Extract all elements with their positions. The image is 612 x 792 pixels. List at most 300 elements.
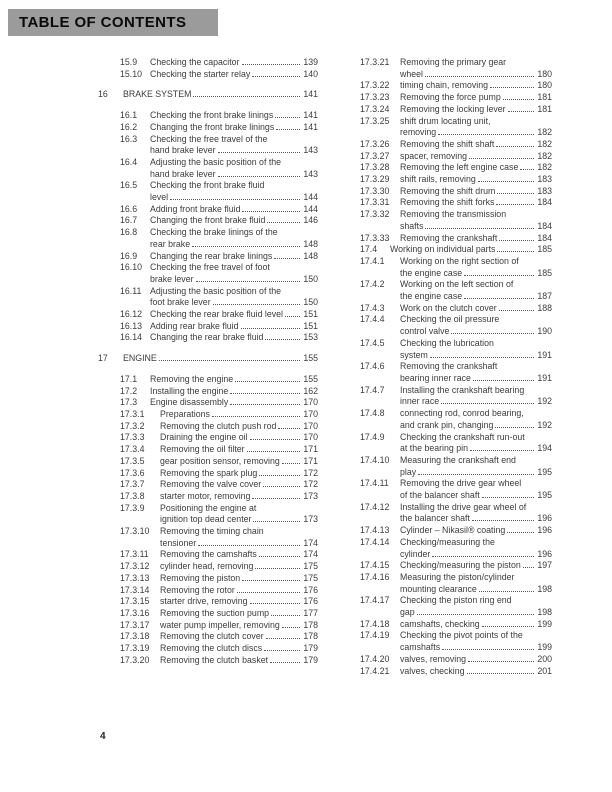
- toc-entry-line: [338, 619, 552, 631]
- toc-entry-page: 179: [303, 643, 318, 654]
- toc-entry: [98, 397, 318, 409]
- toc-entry-title: spacer, removing: [400, 150, 467, 161]
- toc-entry-title: Removing the suction pump: [160, 607, 270, 618]
- toc-entry-page: 141: [303, 110, 318, 121]
- toc-entry-number: 16.5: [120, 180, 138, 191]
- toc-entry-number: 16.9: [120, 250, 138, 261]
- toc-entry: [338, 209, 552, 232]
- toc-entry-page: 140: [303, 68, 318, 79]
- toc-entry-title: Removing the primary gear: [400, 57, 507, 67]
- dot-leader: [242, 211, 300, 212]
- toc-entry-line-wrap: [338, 584, 552, 596]
- toc-entry-title: Checking the capacitor: [150, 57, 240, 67]
- dot-leader: [252, 498, 300, 499]
- toc-entry-number: 16.13: [120, 320, 143, 331]
- toc-entry: [98, 374, 318, 386]
- toc-entry: [338, 619, 552, 631]
- toc-entry-number: 17.3.9: [120, 502, 145, 513]
- dot-leader: [430, 357, 534, 358]
- toc-entry-number: 17.3.31: [360, 197, 390, 208]
- toc-entry-title-continued: inner race: [400, 396, 440, 407]
- toc-entry-title: timing chain, removing: [400, 80, 489, 91]
- toc-entry-page: 188: [537, 302, 552, 313]
- toc-entry-number: 15.10: [120, 68, 143, 79]
- toc-entry: [338, 256, 552, 279]
- toc-entry-page: 178: [303, 631, 318, 642]
- toc-entry-number: 17.3.23: [360, 92, 390, 103]
- toc-entry-page: 176: [303, 596, 318, 607]
- toc-entry: [98, 89, 318, 101]
- dot-leader: [438, 134, 534, 135]
- toc-entry-title-continued: gap: [400, 607, 415, 618]
- toc-entry-line-wrap: [98, 274, 318, 286]
- toc-entry-page: 184: [537, 220, 552, 231]
- dot-leader: [230, 393, 300, 394]
- toc-entry-line: [338, 654, 552, 666]
- toc-entry-line: [98, 631, 318, 643]
- toc-entry-page: 139: [303, 57, 318, 67]
- toc-entry: [338, 197, 552, 209]
- toc-entry-number: 17.1: [120, 373, 138, 384]
- toc-entry-number: 16: [98, 89, 108, 100]
- toc-entry-title: Working on the left section of: [400, 279, 514, 290]
- toc-entry-line: [338, 233, 552, 245]
- toc-entry-title: connecting rod, conrod bearing,: [400, 408, 524, 419]
- toc-entry-page: 144: [303, 203, 318, 214]
- dot-leader: [478, 181, 534, 182]
- toc-entry-page: 143: [303, 145, 318, 156]
- dot-leader: [170, 199, 300, 200]
- toc-entry-page: 175: [303, 561, 318, 572]
- toc-entry-page: 185: [537, 267, 552, 278]
- toc-entry-number: 17.4.1: [360, 255, 385, 266]
- toc-entry-number: 17.3.12: [120, 561, 150, 572]
- toc-entry-page: 177: [303, 607, 318, 618]
- toc-entry-title-continued: hand brake lever: [150, 168, 216, 179]
- toc-entry-page: 196: [537, 525, 552, 536]
- toc-entry-number: 17.4.7: [360, 384, 385, 395]
- dot-leader: [237, 592, 300, 593]
- toc-entry-line-wrap: [98, 145, 318, 157]
- toc-entry-number: 16.7: [120, 215, 138, 226]
- dot-leader: [508, 111, 534, 112]
- toc-entry-title: Removing the force pump: [400, 92, 501, 103]
- toc-entry-page: 172: [303, 479, 318, 490]
- toc-entry-line-wrap: [338, 490, 552, 502]
- toc-entry-title: Removing the transmission: [400, 209, 507, 220]
- dot-leader: [271, 615, 300, 616]
- toc-entry-title: Checking the piston ring end: [400, 595, 512, 606]
- toc-entry-line: [338, 502, 552, 514]
- toc-entry: [98, 526, 318, 549]
- dot-leader: [479, 591, 534, 592]
- toc-entry-title: Checking/measuring the piston: [400, 560, 521, 571]
- toc-entry-number: 17.3.22: [360, 80, 390, 91]
- toc-entry-page: 172: [303, 467, 318, 478]
- dot-leader: [282, 463, 300, 464]
- toc-entry-number: 17.4.17: [360, 595, 390, 606]
- toc-entry-page: 150: [303, 273, 318, 284]
- toc-entry-line: [98, 157, 318, 169]
- toc-entry: [338, 572, 552, 595]
- toc-entry-title: Changing the rear brake linings: [150, 250, 273, 261]
- toc-entry: [338, 174, 552, 186]
- toc-entry-line: [338, 57, 552, 69]
- toc-entry-line: [98, 573, 318, 585]
- dot-leader: [432, 556, 534, 557]
- toc-entry-number: 17.2: [120, 385, 138, 396]
- toc-entry: [338, 385, 552, 408]
- toc-entry-title: Removing the clutch push rod: [160, 420, 277, 431]
- toc-entry-line-wrap: [338, 373, 552, 385]
- toc-entry: [338, 244, 552, 256]
- toc-entry: [98, 57, 318, 69]
- toc-entry-title: Removing the piston: [160, 572, 241, 583]
- toc-entry-title: Removing the left engine case: [400, 162, 519, 173]
- toc-entry-page: 155: [303, 353, 318, 364]
- toc-entry-title: Checking the oil pressure: [400, 314, 500, 325]
- toc-entry-title: Removing the oil filter: [160, 444, 245, 455]
- toc-entry-title: Changing the front brake linings: [150, 121, 275, 132]
- toc-entry-number: 17.3.5: [120, 455, 145, 466]
- toc-entry-title: Checking the rear brake fluid level: [150, 309, 284, 320]
- dot-leader: [212, 416, 300, 417]
- toc-entry-number: 17.3.30: [360, 185, 390, 196]
- toc-entry-title: Measuring the crankshaft end: [400, 454, 516, 465]
- toc-entry: [98, 468, 318, 480]
- toc-entry: [338, 432, 552, 455]
- toc-entry: [338, 666, 552, 678]
- toc-entry: [98, 286, 318, 309]
- toc-entry-number: 16.3: [120, 133, 138, 144]
- dot-leader: [278, 428, 300, 429]
- toc-entry-page: 148: [303, 238, 318, 249]
- toc-entry-title: Checking the free travel of foot: [150, 262, 270, 273]
- toc-entry-line: [98, 456, 318, 468]
- toc-entry-title: Adding front brake fluid: [150, 203, 241, 214]
- toc-entry-title: camshafts, checking: [400, 618, 480, 629]
- dot-leader: [473, 380, 534, 381]
- toc-entry: [338, 151, 552, 163]
- toc-entry-line-wrap: [338, 326, 552, 338]
- toc-entry-page: 201: [537, 665, 552, 676]
- dot-leader: [276, 129, 300, 130]
- toc-entry-title: shift drum locating unit,: [400, 115, 491, 126]
- toc-entry-number: 17.3.1: [120, 408, 145, 419]
- toc-entry-page: 162: [303, 385, 318, 396]
- toc-entry-title: Installing the engine: [150, 385, 229, 396]
- toc-entry-title: Removing the clutch basket: [160, 654, 269, 665]
- toc-entry-page: 146: [303, 215, 318, 226]
- toc-entry-page: 173: [303, 514, 318, 525]
- toc-entry-title: Removing the spark plug: [160, 467, 258, 478]
- toc-entry: [338, 502, 552, 525]
- toc-entry-page: 175: [303, 572, 318, 583]
- toc-entry: [338, 654, 552, 666]
- dot-leader: [259, 475, 300, 476]
- toc-entry-line: [338, 560, 552, 572]
- toc-entry-line: [338, 151, 552, 163]
- toc-entry-page: 170: [303, 420, 318, 431]
- toc-entry: [338, 525, 552, 537]
- dot-leader: [425, 228, 534, 229]
- dot-leader: [247, 451, 300, 452]
- toc-entry-line: [98, 386, 318, 398]
- toc-entry-title-continued: at the bearing pin: [400, 443, 468, 454]
- toc-entry-number: 17.4.20: [360, 653, 390, 664]
- toc-entry-title-continued: wheel: [400, 68, 423, 79]
- toc-entry-line: [98, 262, 318, 274]
- toc-entry-page: 199: [537, 618, 552, 629]
- dot-leader: [253, 521, 300, 522]
- toc-entry-title: Changing the rear brake fluid: [150, 332, 264, 343]
- toc-entry: [98, 491, 318, 503]
- toc-entry-line: [338, 314, 552, 326]
- toc-entry-page: 141: [303, 89, 318, 100]
- toc-entry-page: 170: [303, 397, 318, 408]
- dot-leader: [193, 96, 300, 97]
- toc-entry: [338, 595, 552, 618]
- toc-entry-line: [98, 432, 318, 444]
- dot-leader: [282, 627, 300, 628]
- toc-entry-line: [338, 455, 552, 467]
- toc-entry-number: 17.3.26: [360, 138, 390, 149]
- toc-entry-title: Adjusting the basic position of the: [150, 285, 282, 296]
- toc-entry: [338, 478, 552, 501]
- page-header: [8, 9, 218, 36]
- dot-leader: [213, 304, 300, 305]
- dot-leader: [482, 497, 534, 498]
- dot-leader: [497, 193, 534, 194]
- toc-entry-number: 16.4: [120, 156, 138, 167]
- toc-entry-title: Installing the crankshaft bearing: [400, 384, 525, 395]
- toc-entry-number: 17.4.12: [360, 501, 390, 512]
- toc-entry-line: [338, 432, 552, 444]
- toc-entry-number: 17.3.10: [120, 526, 150, 537]
- toc-entry-page: 180: [537, 80, 552, 91]
- toc-entry-line: [338, 104, 552, 116]
- toc-entry-title-continued: foot brake lever: [150, 297, 211, 308]
- toc-entry-title-continued: camshafts: [400, 642, 441, 653]
- toc-entry-number: 17.3.11: [120, 549, 149, 560]
- toc-entry-title: Checking the brake linings of the: [150, 227, 278, 238]
- toc-entry-title-continued: level: [150, 192, 169, 203]
- toc-entry-line: [338, 666, 552, 678]
- toc-entry-title-continued: the engine case: [400, 291, 463, 302]
- toc-entry-line: [98, 374, 318, 386]
- dot-leader: [451, 333, 534, 334]
- toc-entry-title: Checking the free travel of the: [150, 133, 268, 144]
- toc-entry-line: [338, 408, 552, 420]
- toc-entry: [338, 279, 552, 302]
- toc-entry-title-continued: mounting clearance: [400, 583, 477, 594]
- toc-entry-line: [338, 595, 552, 607]
- toc-entry-number: 17.3.13: [120, 572, 150, 583]
- toc-entry-title-continued: bearing inner race: [400, 372, 471, 383]
- toc-entry-page: 181: [537, 103, 552, 114]
- toc-entry-number: 17.4.3: [360, 302, 385, 313]
- toc-entry-line-wrap: [98, 514, 318, 526]
- dot-leader: [259, 556, 300, 557]
- toc-entry-number: 17.3.7: [120, 479, 145, 490]
- table-of-contents: [98, 57, 552, 677]
- toc-entry-line: [98, 608, 318, 620]
- toc-entry-page: 195: [537, 466, 552, 477]
- toc-entry-page: 194: [537, 443, 552, 454]
- toc-entry-title: Removing the camshafts: [160, 549, 257, 560]
- toc-entry-number: 16.2: [120, 121, 138, 132]
- dot-leader: [472, 520, 534, 521]
- toc-entry-line: [98, 69, 318, 81]
- toc-entry-page: 171: [303, 455, 318, 466]
- toc-entry: [338, 139, 552, 151]
- toc-entry-page: 184: [537, 232, 552, 243]
- dot-leader: [250, 603, 300, 604]
- toc-entry: [338, 314, 552, 337]
- toc-entry-line: [338, 244, 552, 256]
- toc-entry-title: shift rails, removing: [400, 174, 476, 185]
- toc-entry-line: [98, 526, 318, 538]
- toc-entry-number: 16.11: [120, 285, 142, 296]
- dot-leader: [285, 316, 300, 317]
- dot-leader: [159, 360, 300, 361]
- toc-entry-line: [338, 80, 552, 92]
- toc-entry-title-continued: control valve: [400, 326, 450, 337]
- toc-entry-line-wrap: [338, 127, 552, 139]
- toc-entry-number: 17.4.11: [360, 478, 389, 489]
- toc-entry-line: [338, 92, 552, 104]
- toc-entry-line-wrap: [338, 268, 552, 280]
- dot-leader: [464, 275, 534, 276]
- toc-entry: [98, 134, 318, 157]
- toc-entry: [98, 421, 318, 433]
- toc-entry: [338, 361, 552, 384]
- toc-entry-number: 16.14: [120, 332, 143, 343]
- dot-leader: [425, 76, 534, 77]
- toc-entry-number: 17.3.2: [120, 420, 145, 431]
- toc-entry-title-continued: the engine case: [400, 267, 463, 278]
- toc-entry-number: 17.3.20: [120, 654, 150, 665]
- toc-entry-title: Removing the shift shaft: [400, 138, 495, 149]
- toc-entry-line: [98, 444, 318, 456]
- dot-leader: [264, 650, 300, 651]
- toc-entry: [98, 251, 318, 263]
- toc-entry-line-wrap: [338, 467, 552, 479]
- toc-entry-line: [338, 537, 552, 549]
- toc-entry-number: 17.4.9: [360, 431, 385, 442]
- toc-entry-number: 17.4.19: [360, 630, 390, 641]
- toc-entry-number: 17.4.8: [360, 408, 385, 419]
- dot-leader: [266, 638, 300, 639]
- toc-entry-title-continued: rear brake: [150, 238, 191, 249]
- toc-entry-line-wrap: [338, 549, 552, 561]
- toc-entry-number: 17.3.6: [120, 467, 145, 478]
- toc-entry-number: 17.4.15: [360, 560, 390, 571]
- toc-entry-line: [338, 186, 552, 198]
- toc-entry-title: Checking the front brake fluid: [150, 180, 265, 191]
- toc-entry: [98, 608, 318, 620]
- toc-entry-number: 17: [98, 353, 108, 364]
- dot-leader: [417, 614, 534, 615]
- toc-entry-line: [338, 116, 552, 128]
- toc-entry: [338, 455, 552, 478]
- toc-entry: [338, 408, 552, 431]
- toc-entry-line: [338, 630, 552, 642]
- toc-entry-title: Removing the drive gear wheel: [400, 478, 522, 489]
- dot-leader: [270, 662, 300, 663]
- toc-entry-line-wrap: [338, 607, 552, 619]
- toc-entry-page: 182: [537, 127, 552, 138]
- toc-entry-line: [338, 361, 552, 373]
- toc-entry-line: [338, 174, 552, 186]
- toc-entry-title: ENGINE: [123, 353, 157, 364]
- footer-page-number: 4: [100, 731, 106, 742]
- toc-entry-page: 185: [537, 244, 552, 255]
- toc-entry-line: [98, 57, 318, 69]
- toc-entry-page: 178: [303, 619, 318, 630]
- toc-entry-title: Positioning the engine at: [160, 502, 257, 513]
- toc-entry-line-wrap: [338, 420, 552, 432]
- dot-leader: [235, 381, 300, 382]
- toc-entry-title: Removing the engine: [150, 373, 234, 384]
- toc-entry-title: starter motor, removing: [160, 490, 251, 501]
- toc-entry-number: 16.12: [120, 309, 143, 320]
- toc-entry-line: [338, 478, 552, 490]
- toc-column-left: [98, 57, 318, 677]
- toc-entry-title: Preparations: [160, 408, 210, 419]
- toc-entry-page: 151: [303, 309, 318, 320]
- toc-entry-number: 17.3.18: [120, 631, 150, 642]
- toc-entry-page: 170: [303, 432, 318, 443]
- toc-entry-number: 15.9: [120, 57, 138, 67]
- toc-entry: [98, 503, 318, 526]
- toc-entry-number: 17.3.19: [120, 643, 150, 654]
- toc-entry-line-wrap: [338, 396, 552, 408]
- toc-entry-number: 17.3.25: [360, 115, 390, 126]
- toc-entry-line: [338, 572, 552, 584]
- toc-entry-title-continued: of the balancer shaft: [400, 490, 480, 501]
- dot-leader: [250, 439, 300, 440]
- dot-leader: [196, 281, 300, 282]
- toc-entry-line: [338, 209, 552, 221]
- dot-leader: [218, 176, 300, 177]
- toc-entry-title: Removing the shift forks: [400, 197, 495, 208]
- toc-entry-title: water pump impeller, removing: [160, 619, 280, 630]
- toc-entry-title: Removing the locking lever: [400, 103, 506, 114]
- toc-entry-line: [338, 525, 552, 537]
- toc-column-right: [338, 57, 552, 677]
- toc-entry: [338, 186, 552, 198]
- toc-entry: [98, 262, 318, 285]
- dot-leader: [482, 626, 534, 627]
- toc-entry-line: [338, 338, 552, 350]
- toc-entry-number: 17.3.4: [120, 444, 145, 455]
- toc-entry-line: [338, 162, 552, 174]
- toc-entry-number: 16.8: [120, 227, 138, 238]
- dot-leader: [242, 64, 301, 65]
- toc-entry: [338, 80, 552, 92]
- toc-entry-title: cylinder head, removing: [160, 561, 254, 572]
- dot-leader: [464, 298, 534, 299]
- toc-entry-title: Checking the pivot points of the: [400, 630, 523, 641]
- toc-entry: [98, 479, 318, 491]
- dot-leader: [496, 204, 534, 205]
- dot-leader: [252, 76, 300, 77]
- toc-entry: [338, 233, 552, 245]
- toc-entry: [98, 353, 318, 365]
- toc-entry: [338, 116, 552, 139]
- toc-entry-title: valves, checking: [400, 665, 465, 676]
